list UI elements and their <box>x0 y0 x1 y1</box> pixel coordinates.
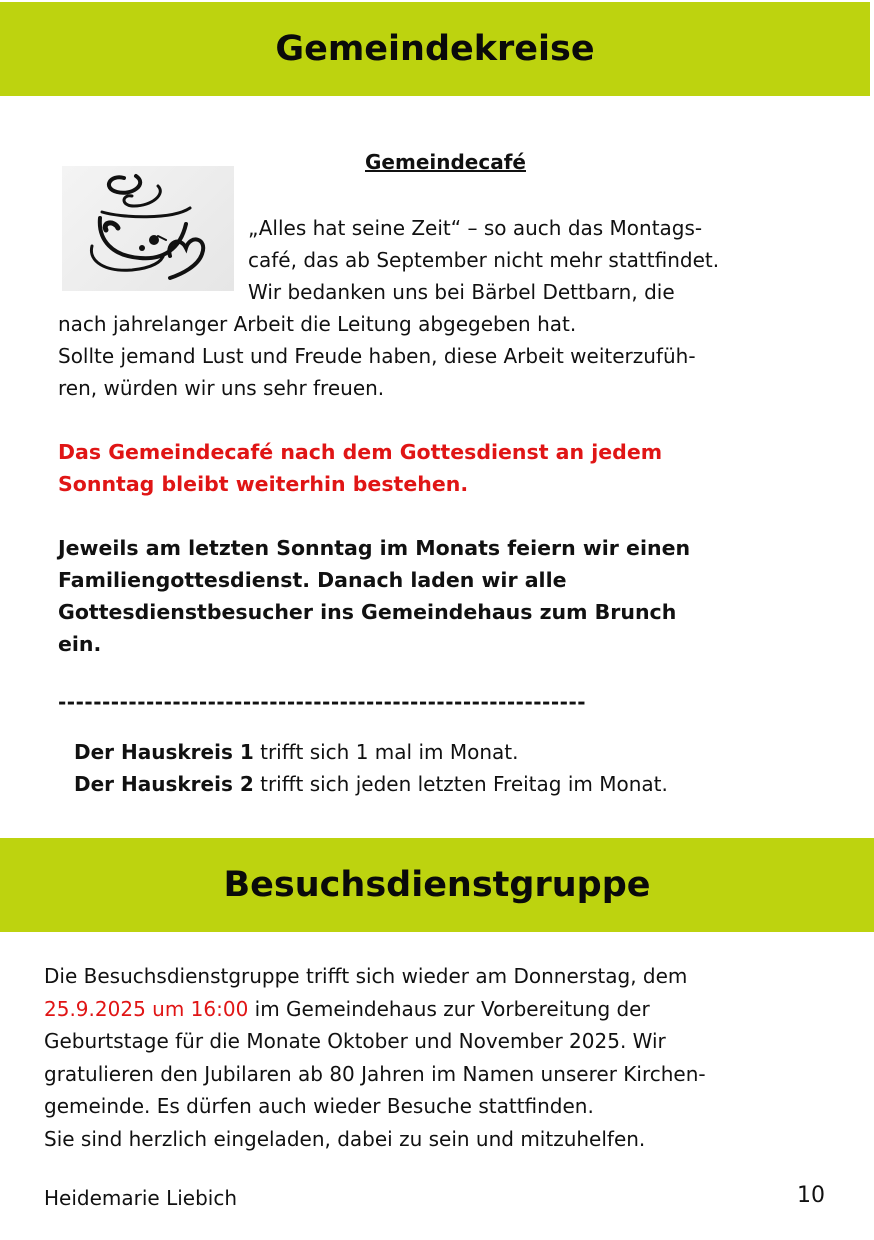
text-line: Die Besuchsdienstgruppe trifft sich wieder am Donnerstag, dem <box>44 964 688 988</box>
hauskreis-list <box>74 736 668 800</box>
section-banner-gemeindekreise <box>0 2 870 96</box>
text-line: Wir bedanken uns bei Bärbel Dettbarn, die <box>248 280 675 304</box>
hauskreis-label: Der Hauskreis 1 <box>74 740 254 764</box>
text-line: gratulieren den Jubilaren ab 80 Jahren im Namen unserer Kirchen- <box>44 1061 706 1086</box>
text-line: ein. <box>58 632 102 656</box>
section-banner-besuchsdienstgruppe <box>0 838 874 932</box>
hauskreis-text: trifft sich 1 mal im Monat. <box>253 740 519 764</box>
text-line: Sonntag bleibt weiterhin bestehen. <box>58 472 469 496</box>
hauskreis-label: Der Hauskreis 2 <box>74 772 254 796</box>
author-name: Heidemarie Liebich <box>44 1186 238 1210</box>
text-line: Geburtstage für die Monate Oktober und November 2025. Wir <box>44 1029 666 1053</box>
text-line: ren, würden wir uns sehr freuen. <box>58 376 385 400</box>
red-notice-paragraph <box>58 436 662 500</box>
page-number: 10 <box>797 1183 825 1208</box>
text-line: café, das ab September nicht mehr stattfindet. <box>248 248 720 272</box>
section-heading: Gemeindekreise <box>275 29 595 69</box>
section-heading: Besuchsdienstgruppe <box>223 865 651 905</box>
text-line: Das Gemeindecafé nach dem Gottesdienst an jedem <box>58 440 663 464</box>
intro-full-paragraph <box>58 308 696 404</box>
text-line: gemeinde. Es dürfen auch wieder Besuche stattfinden. <box>44 1094 594 1118</box>
intro-indented-paragraph <box>248 212 719 308</box>
text-line: „Alles hat seine Zeit“ – so auch das Montags- <box>248 216 703 240</box>
brunch-notice-paragraph <box>58 532 690 660</box>
hauskreis-item <box>74 736 668 768</box>
text-line <box>44 993 706 1026</box>
besuchsdienst-paragraph <box>44 960 706 1155</box>
meeting-date: 25.9.2025 um 16:00 <box>44 996 249 1021</box>
text-line: Sie sind herzlich eingeladen, dabei zu sein und mitzuhelfen. <box>44 1126 646 1151</box>
text-line: Familiengottesdienst. Danach laden wir alle <box>58 568 567 592</box>
coffee-cup-heart-icon <box>62 166 234 291</box>
dashed-divider: ------------------------------------------------------------ <box>58 690 587 714</box>
text-line: Sollte jemand Lust und Freude haben, diese Arbeit weiterzufüh- <box>58 344 696 368</box>
hauskreis-item <box>74 768 668 800</box>
subheading-gemeindecafe: Gemeindecafé <box>365 150 526 174</box>
hauskreis-text: trifft sich jeden letzten Freitag im Monat. <box>253 772 668 796</box>
text-line: nach jahrelanger Arbeit die Leitung abgegeben hat. <box>58 312 577 336</box>
text-fragment: im Gemeindehaus zur Vorbereitung der <box>248 996 650 1021</box>
text-line: Gottesdienstbesucher ins Gemeindehaus zum Brunch <box>58 600 677 624</box>
text-line: Jeweils am letzten Sonntag im Monats feiern wir einen <box>58 536 691 560</box>
